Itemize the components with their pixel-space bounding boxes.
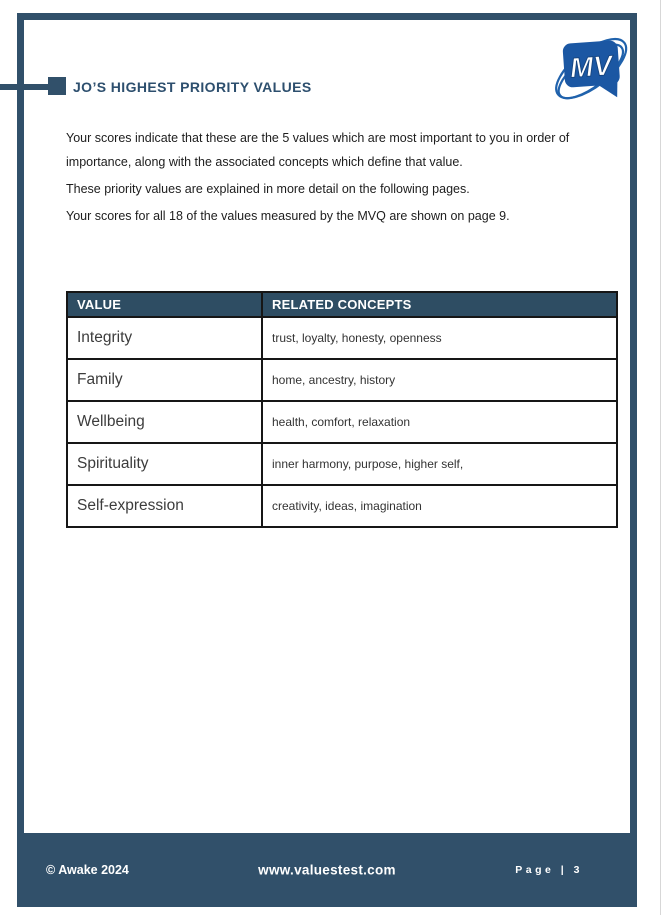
column-header-related-concepts: RELATED CONCEPTS [262, 292, 617, 317]
svg-text:MV: MV [568, 49, 613, 84]
screenshot-edge-line [660, 0, 661, 915]
mv-logo [549, 33, 637, 105]
intro-paragraph: These priority values are explained in more detail on the following pages. [66, 182, 470, 196]
value-cell: Integrity [67, 317, 262, 359]
intro-text [66, 126, 593, 231]
section-marker-square [48, 77, 66, 95]
section-marker-line [0, 84, 50, 90]
table-row [67, 317, 617, 359]
value-cell: Self-expression [67, 485, 262, 527]
value-cell: Family [67, 359, 262, 401]
concepts-cell: health, comfort, relaxation [262, 401, 617, 443]
intro-paragraph: Your scores indicate that these are the 5 values which are most important to you in order of importance, along with the associated concepts which define that value. [66, 131, 570, 169]
column-header-value: VALUE [67, 292, 262, 317]
footer-bar [17, 833, 637, 907]
concepts-cell: home, ancestry, history [262, 359, 617, 401]
value-cell: Spirituality [67, 443, 262, 485]
table-row [67, 443, 617, 485]
intro-paragraph: Your scores for all 18 of the values measured by the MVQ are shown on page 9. [66, 209, 510, 223]
website-link[interactable]: www.valuestest.com [258, 862, 396, 878]
page-title: JO’S HIGHEST PRIORITY VALUES [73, 79, 312, 95]
concepts-cell: trust, loyalty, honesty, openness [262, 317, 617, 359]
value-cell: Wellbeing [67, 401, 262, 443]
copyright-text: © Awake 2024 [46, 863, 129, 877]
page-number: Page | 3 [515, 864, 583, 876]
table-row [67, 401, 617, 443]
table-header-row [67, 292, 617, 317]
table-row [67, 359, 617, 401]
mv-logo-icon [549, 33, 637, 105]
concepts-cell: inner harmony, purpose, higher self, [262, 443, 617, 485]
concepts-cell: creativity, ideas, imagination [262, 485, 617, 527]
values-table [66, 291, 618, 528]
table-row [67, 485, 617, 527]
